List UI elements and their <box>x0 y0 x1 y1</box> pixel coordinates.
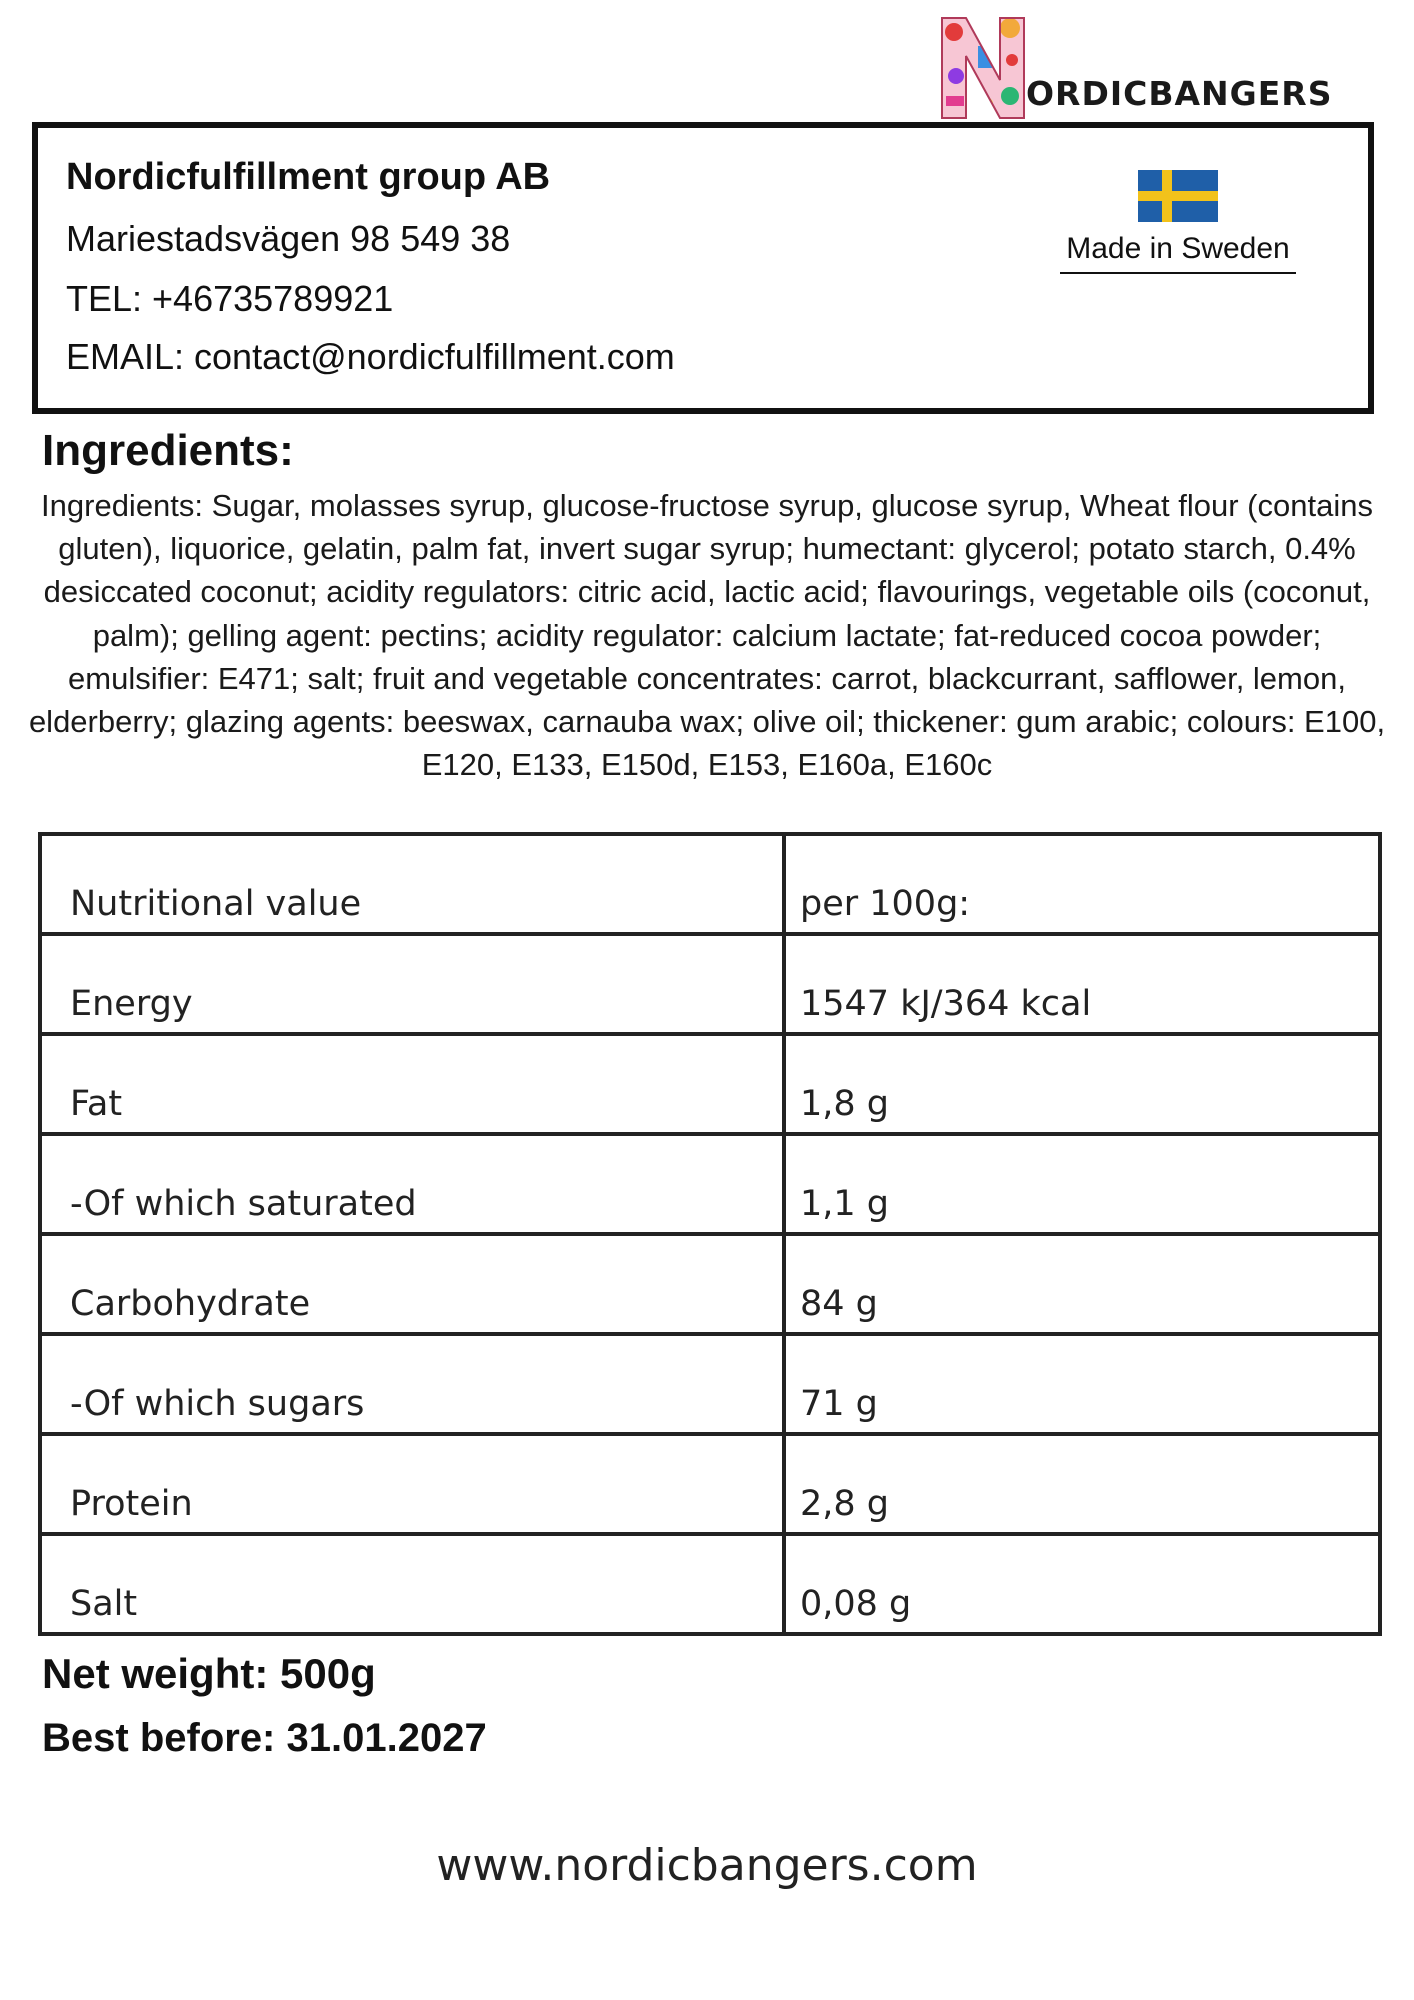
nutrient-label: Fat <box>40 1034 784 1134</box>
website-url: www.nordicbangers.com <box>436 1840 978 1891</box>
table-row <box>40 1134 1380 1234</box>
nutrient-value: 1,1 g <box>784 1134 1380 1234</box>
nutrient-label: -Of which sugars <box>40 1334 784 1434</box>
nutrition-table <box>38 832 1382 1636</box>
nutrient-value: 84 g <box>784 1234 1380 1334</box>
nutrient-label: -Of which saturated <box>40 1134 784 1234</box>
nutrient-label: Salt <box>40 1534 784 1634</box>
nutrient-label: Energy <box>40 934 784 1034</box>
net-weight: Net weight: 500g <box>42 1650 376 1697</box>
nordicbangers-logo <box>940 16 1333 126</box>
table-row <box>40 1434 1380 1534</box>
table-row <box>40 1334 1380 1434</box>
nutrition-header-value: per 100g: <box>784 834 1380 934</box>
logo-wordmark: ORDICBANGERS <box>1026 74 1333 113</box>
table-row <box>40 1534 1380 1634</box>
company-address: Mariestadsvägen 98 549 38 <box>66 218 511 259</box>
best-before: Best before: 31.01.2027 <box>42 1716 487 1760</box>
nutrient-value: 2,8 g <box>784 1434 1380 1534</box>
nutrient-value: 71 g <box>784 1334 1380 1434</box>
ingredients-title: Ingredients: <box>42 426 294 475</box>
nutrient-value: 1547 kJ/364 kcal <box>784 934 1380 1034</box>
sweden-flag-icon <box>1138 170 1218 222</box>
made-in-sweden: Made in Sweden <box>1060 232 1296 274</box>
candy-letter-n-icon <box>940 16 1026 120</box>
table-row <box>40 1034 1380 1134</box>
nutrition-header-label: Nutritional value <box>40 834 784 934</box>
ingredients-text: Ingredients: Sugar, molasses syrup, glucose-fructose syrup, glucose syrup, Wheat flour (contains gluten), liquorice, gelatin, palm fat, invert sugar syrup; humectant: glycerol; potato starch, 0.4% desiccated coconut; acidity regulators: citric acid, lactic acid; flavourings, vegetable oils (coconut, palm); gelling agent: pectins; acidity regulator: calcium lactate; fat-reduced cocoa powder; emulsifier: E471; salt; fruit and vegetable concentrates: carrot, blackcurrant, safflower, lemon, elderberry; glazing agents: beeswax, carnauba wax; olive oil; thickener: gum arabic; colours: E100, E120, E133, E150d, E153, E160a, E160c <box>28 488 1386 783</box>
nutrient-value: 1,8 g <box>784 1034 1380 1134</box>
company-name: Nordicfulfillment group AB <box>66 156 551 198</box>
nutrient-label: Carbohydrate <box>40 1234 784 1334</box>
table-row <box>40 834 1380 934</box>
nutrient-label: Protein <box>40 1434 784 1534</box>
table-row <box>40 934 1380 1034</box>
company-phone: TEL: +46735789921 <box>66 278 394 319</box>
table-row <box>40 1234 1380 1334</box>
company-email: EMAIL: contact@nordicfulfillment.com <box>66 336 675 377</box>
nutrient-value: 0,08 g <box>784 1534 1380 1634</box>
